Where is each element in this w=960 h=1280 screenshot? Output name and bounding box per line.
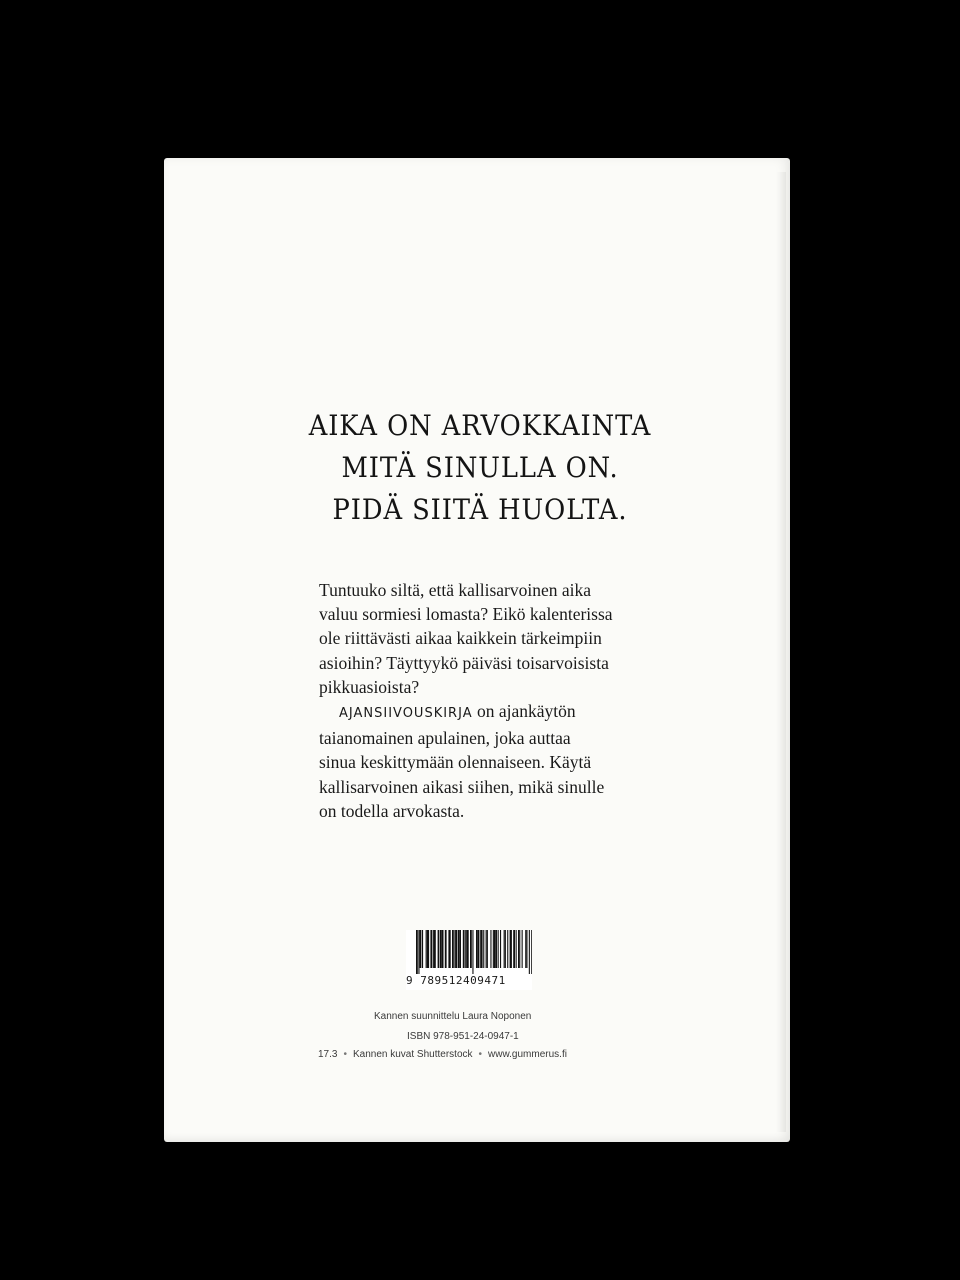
separator-dot: •	[343, 1049, 347, 1060]
book-title: AJANSIIVOUSKIRJA	[339, 706, 473, 722]
barcode-bar	[416, 930, 418, 974]
barcode-bar	[526, 930, 527, 968]
barcode-bar	[459, 930, 461, 968]
blurb-line	[319, 699, 649, 726]
barcode-bar	[516, 930, 517, 968]
barcode-bar	[511, 930, 512, 968]
barcode-bar	[513, 930, 515, 968]
barcode-bar	[480, 930, 481, 968]
barcode-bar	[456, 930, 458, 968]
barcode-bar	[452, 930, 454, 968]
barcode-bar	[481, 930, 483, 968]
barcode-bar	[468, 930, 469, 968]
barcode-bar	[450, 930, 451, 968]
cover-edge-shadow	[776, 172, 786, 1132]
barcode-lead-digit: 9	[406, 974, 414, 987]
blurb-line: valuu sormiesi lomasta? Eikö kalenterissa	[319, 604, 613, 625]
barcode-bar	[433, 930, 434, 968]
barcode-bars	[416, 930, 532, 976]
barcode-bar	[470, 930, 472, 968]
barcode-bar	[440, 930, 441, 968]
barcode-bar	[493, 930, 494, 968]
barcode-bar	[438, 930, 440, 968]
barcode-bar	[531, 930, 532, 974]
blurb-line: on todella arvokasta.	[319, 800, 465, 821]
barcode-bar	[428, 930, 429, 968]
blurb-line-tail: on ajankäytön	[472, 701, 576, 722]
barcode-bar	[500, 930, 501, 968]
cover-design-credit: Kannen suunnittelu Laura Noponen	[374, 1011, 532, 1022]
barcode-bar	[495, 930, 497, 968]
headline-line-2: MITÄ SINULLA ON.	[341, 451, 619, 484]
barcode-bar	[494, 930, 495, 968]
barcode-bar	[498, 930, 499, 968]
barcode-bar	[518, 930, 519, 968]
barcode-bar	[445, 930, 447, 968]
barcode-bar	[420, 930, 422, 968]
blurb-line: ole riittävästi aikaa kaikkein tärkeimpiin	[319, 628, 602, 649]
barcode-bar	[477, 930, 479, 968]
barcode-bar	[418, 930, 419, 974]
blurb-line: kallisarvoinen aikasi siihen, mikä sinulle	[319, 776, 605, 797]
barcode-bar	[472, 930, 473, 974]
isbn-barcode	[406, 930, 532, 990]
website-text: www.gummerus.fi	[488, 1049, 567, 1060]
blurb-line: Tuntuuko siltä, että kallisarvoinen aika	[319, 580, 592, 600]
photo-credit: Kannen kuvat Shutterstock	[352, 1049, 473, 1060]
blurb-line: asioihin? Täyttyykö päiväsi toisarvoisista	[319, 652, 609, 673]
barcode-number: 789512409471	[420, 974, 506, 987]
isbn-text: ISBN 978-951-24-0947-1	[407, 1031, 519, 1042]
barcode-bar	[507, 930, 508, 968]
barcode-bar	[458, 930, 459, 968]
barcode-bar	[442, 930, 443, 968]
barcode-bar	[454, 930, 455, 968]
headline	[305, 405, 655, 531]
credit-line	[318, 1049, 567, 1060]
barcode-digits	[406, 974, 506, 987]
barcode-bar	[519, 930, 520, 968]
separator-dot: •	[478, 1049, 483, 1060]
barcode-bar	[422, 930, 423, 968]
barcode-bar	[465, 930, 466, 968]
barcode-bar	[486, 930, 487, 968]
blurb-line: sinua keskittymään olennaiseen. Käytä	[319, 752, 592, 773]
barcode-bar	[504, 930, 505, 968]
headline-line-1: AIKA ON ARVOKKAINTA	[308, 409, 652, 442]
barcode-bar	[529, 930, 530, 974]
barcode-bar	[430, 930, 432, 968]
barcode-bar	[426, 930, 427, 968]
barcode-bar	[522, 930, 523, 968]
headline-line-3: PIDÄ SIITÄ HUOLTA.	[332, 493, 628, 526]
product-code: 17.3	[318, 1049, 338, 1060]
barcode-bar	[490, 930, 491, 968]
barcode-bar	[505, 930, 506, 968]
barcode-bar	[525, 930, 526, 968]
barcode-bar	[487, 930, 488, 968]
barcode-bar	[476, 930, 477, 968]
blurb-text	[319, 578, 649, 823]
blurb-line: taianomainen apulainen, joka auttaa	[319, 728, 571, 749]
barcode-bar	[463, 930, 465, 968]
barcode-bar	[434, 930, 436, 968]
blurb-line: pikkuasioista?	[319, 676, 420, 697]
barcode-bar	[483, 930, 484, 968]
